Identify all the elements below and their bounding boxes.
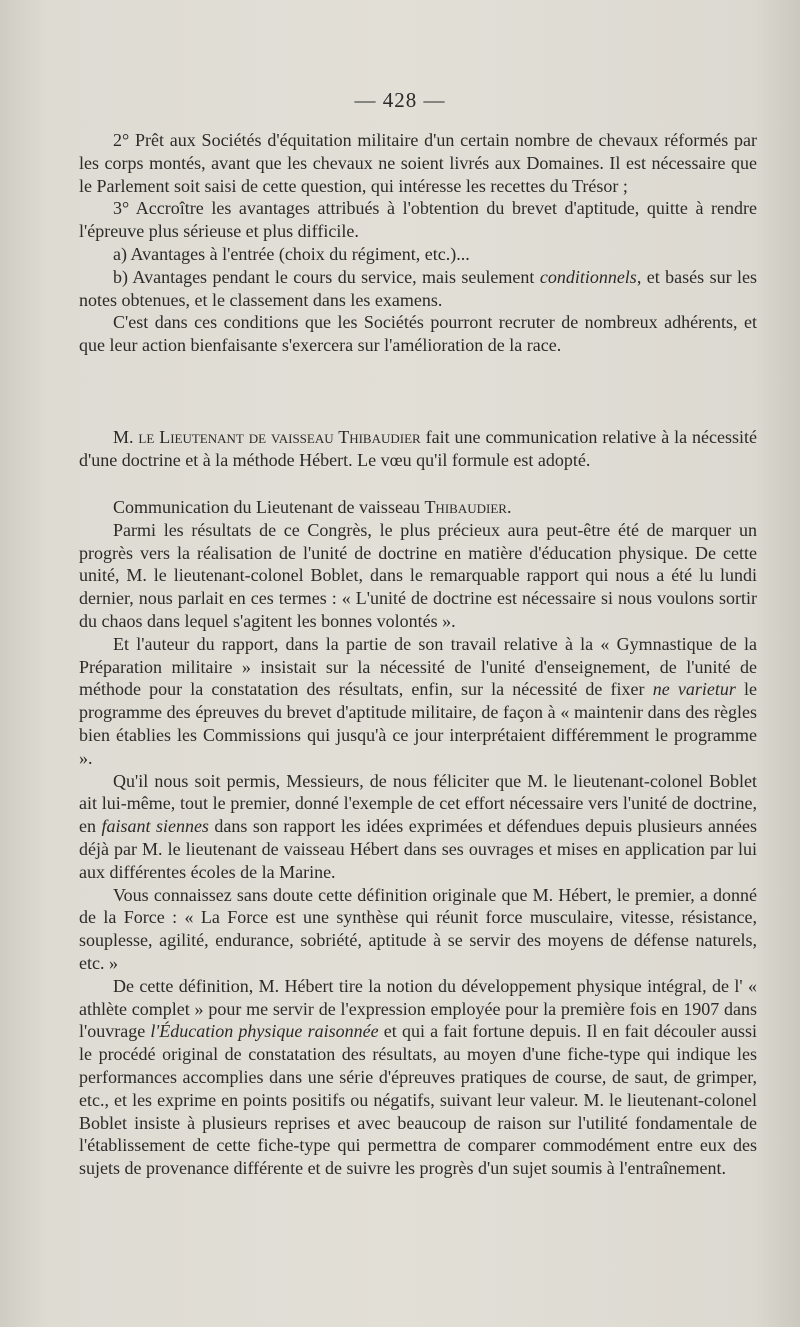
paragraph-b-text-end: , et basés sur les notes obtenues, et le classement dans les examens. [79,266,757,310]
section-communication [79,496,757,1180]
p3-text-c: dans son rapport les idées exprimées et défendues depuis plusieurs années déjà par M. le lieutenant de vaisseau Hébert dans ses ouvrages et mises en application par lui aux différentes écoles de la Marine. [79,816,757,882]
p2-italic: ne varietur [652,679,736,700]
communication-paragraph-1: Parmi les résultats de ce Congrès, le plus précieux aura peut-être été de marquer un progrès vers la réalisation de l'unité de doctrine en matière d'éducation physique. De cette unité, M. le lieutenant-colonel Boblet, dans le remarquable rapport qui nous a été lu lundi dernier, nous parlait en ces termes : « L'unité de doctrine est nécessaire si nous voulons sortir du chaos dans lequel s'agitent les bonnes volontés ». [79,519,757,631]
paragraph-b [79,266,757,312]
paragraph-2: 2° Prêt aux Sociétés d'équitation militaire d'un certain nombre de chevaux réformés par les corps montés, avant que les chevaux ne soient livrés aux Domaines. Il est nécessaire que le Parlement soit saisi de cette question, qui intéresse les recettes du Trésor ; [79,130,757,196]
heading-text: Communication du Lieutenant de vaisseau [113,497,425,517]
paragraph-conclusion: C'est dans ces conditions que les Sociétés pourront recruter de nombreux adhérents, et que leur action bienfaisante s'exercera sur l'amélioration de la race. [79,312,757,356]
p5-text-c: et qui a fait fortune depuis. Il en fait découler aussi le procédé original de constatation des résultats, au moyen d'une fiche-type qui indique les performances accomplies dans une série d'épreuves pratiques de course, de saut, de grimper, etc., et les exprime en points positifs ou négatifs, suivant leur valeur. M. le lieutenant-colonel Boblet insiste à plusieurs reprises et avec beaucoup de raison sur l'utilité fondamentale de l'établissement de cette fiche-type qui permettra de comparer commodément entre eux des sujets de provenance différente et de suivre les progrès d'un sujet soumis à l'entraînement. [79,1021,758,1179]
announcement-text: fait une communication relative à la nécessité d'une doctrine et à la méthode Hébert. Le vœu qu'il formule est adopté. [79,427,757,470]
p5-text-a: De cette définition, M. Hébert tire la notion du développement physique intégral, de l' « athlète complet » pour me servir de l'expression employée pour la première fois en 1907 dans l'ouvrage [79,975,757,1042]
communication-heading [79,496,757,519]
communication-paragraph-2 [79,633,757,770]
p3-italic: faisant siennes [101,816,209,837]
p3-text-a: Qu'il nous soit permis, Messieurs, de nous féliciter que M. le lieutenant-colonel Boblet ait lui-même, tout le premier, donné l'exemple de cet effort nécessaire vers l'unité de doctrine, en [79,770,757,837]
p2-text-c: le programme des épreuves du brevet d'aptitude militaire, de façon à « maintenir dans des règles bien établies les Commissions qui jusqu'à ce jour interprétaient différemment le programme ». [79,679,757,768]
speaker-name: M. le Lieutenant de vaisseau Thibaudier [113,427,421,447]
heading-name: Thibaudier [424,497,507,517]
paragraph-b-italic: conditionnels [539,266,637,287]
communication-paragraph-4: Vous connaissez sans doute cette définition originale que M. Hébert, le premier, a donné de la Force : « La Force est une synthèse qui réunit force musculaire, vitesse, résistance, souplesse, agilité, endurance, sobriété, aptitude à se servir des moyens de défense naturels, etc. » [79,884,757,973]
page-number: — 428 — [354,88,446,112]
communication-paragraph-3 [79,770,757,884]
p5-italic-title: l'Éducation physique raisonnée [150,1021,379,1042]
communication-paragraph-5 [79,975,757,1180]
section-announcement [79,426,757,472]
p2-text-a: Et l'auteur du rapport, dans la partie de son travail relative à la « Gymnastique de la Préparation militaire » insistait sur la nécessité de l'unité d'enseignement, de l'unité de méthode pour la constatation des résultats, enfin, sur la nécessité de fixer [79,633,757,700]
heading-end: . [506,497,512,517]
section-recommendations [79,129,757,357]
paragraph-3: 3° Accroître les avantages attribués à l'obtention du brevet d'aptitude, quitte à rendre l'épreuve plus sérieuse et plus difficile. [79,198,757,242]
paragraph-b-text: b) Avantages pendant le cours du service, mais seulement [113,266,540,287]
announcement-paragraph [79,426,757,472]
paragraph-a: a) Avantages à l'entrée (choix du régiment, etc.)... [113,243,470,264]
